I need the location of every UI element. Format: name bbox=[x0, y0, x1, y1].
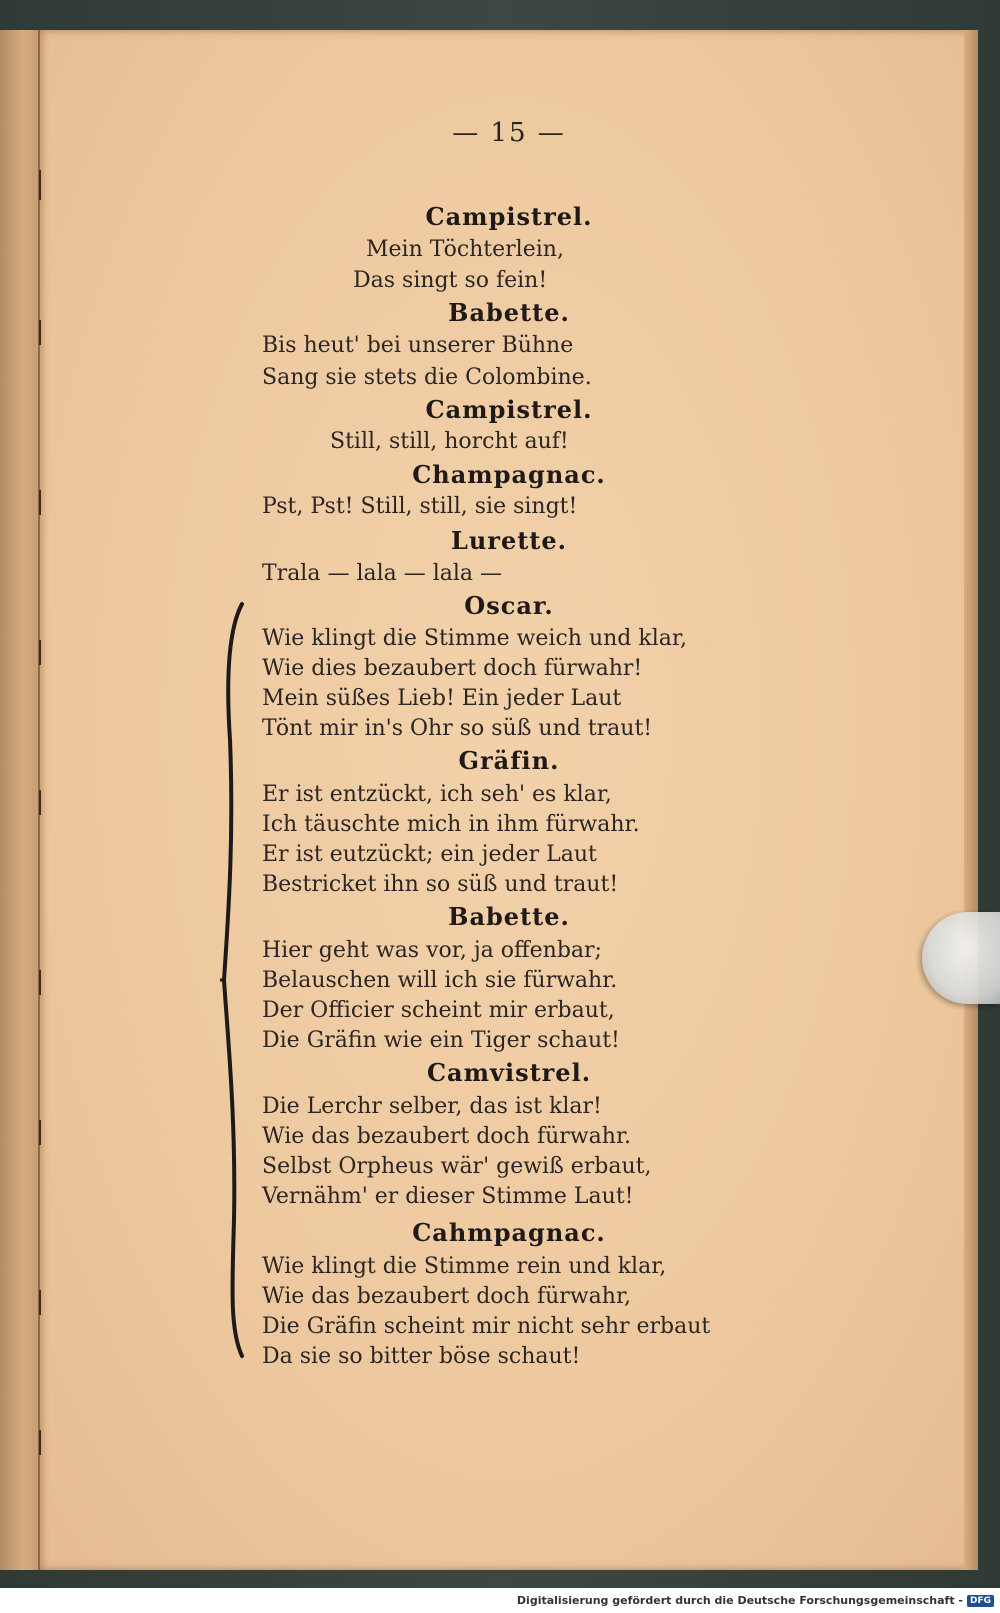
verse-line: Wie klingt die Stimme weich und klar, bbox=[262, 626, 687, 651]
verse-line: Wie das bezaubert doch fürwahr. bbox=[262, 1124, 632, 1149]
verse-line: Mein süßes Lieb! Ein jeder Laut bbox=[262, 686, 622, 711]
speaker-name: Campistrel. bbox=[425, 395, 593, 424]
book-page bbox=[40, 30, 978, 1570]
verse-line: Hier geht was vor, ja offenbar; bbox=[262, 938, 602, 963]
speaker-name: Babette. bbox=[448, 298, 570, 327]
verse-line: Da sie so bitter böse schaut! bbox=[262, 1344, 581, 1369]
verse-line: Still, still, horcht auf! bbox=[330, 429, 569, 454]
verse-line: Ich täuschte mich in ihm fürwahr. bbox=[262, 812, 640, 837]
verse-line: Sang sie stets die Colombine. bbox=[262, 365, 592, 390]
verse-line: Die Gräfin scheint mir nicht sehr erbaut bbox=[262, 1314, 711, 1339]
speaker-name: Babette. bbox=[448, 902, 570, 931]
verse-line: Vernähm' er dieser Stimme Laut! bbox=[262, 1184, 634, 1209]
verse-line: Selbst Orpheus wär' gewiß erbaut, bbox=[262, 1154, 652, 1179]
margin-brace-mark bbox=[220, 600, 250, 1360]
verse-line: Bestricket ihn so süß und traut! bbox=[262, 872, 619, 897]
speaker-name: Gräfin. bbox=[458, 746, 560, 775]
page-number: — 15 — bbox=[452, 118, 566, 148]
verse-line: Wie das bezaubert doch fürwahr, bbox=[262, 1284, 632, 1309]
verse-line: Trala — lala — lala — bbox=[262, 561, 503, 586]
verse-line: Er ist entzückt, ich seh' es klar, bbox=[262, 782, 612, 807]
binding-stitches bbox=[34, 170, 46, 1470]
speaker-name: Camvistrel. bbox=[426, 1058, 592, 1087]
verse-line: Bis heut' bei unserer Bühne bbox=[262, 333, 574, 358]
verse-line: Mein Töchterlein, bbox=[366, 237, 564, 262]
verse-line: Wie dies bezaubert doch fürwahr! bbox=[262, 656, 643, 681]
verse-line: Belauschen will ich sie fürwahr. bbox=[262, 968, 618, 993]
footer-bar bbox=[0, 1588, 1000, 1613]
verse-line: Pst, Pst! Still, still, sie singt! bbox=[262, 494, 578, 519]
verse-line: Wie klingt die Stimme rein und klar, bbox=[262, 1254, 667, 1279]
verse-line: Das singt so fein! bbox=[353, 268, 548, 293]
verse-line: Tönt mir in's Ohr so süß und traut! bbox=[262, 716, 653, 741]
footer-credit: Digitalisierung gefördert durch die Deutsche Forschungsgemeinschaft - bbox=[516, 1594, 963, 1607]
speaker-name: Lurette. bbox=[450, 526, 568, 555]
speaker-name: Cahmpagnac. bbox=[412, 1218, 606, 1247]
page-edge bbox=[964, 30, 978, 1570]
verse-line: Die Lerchr selber, das ist klar! bbox=[262, 1094, 602, 1119]
verse-line: Der Officier scheint mir erbaut, bbox=[262, 998, 615, 1023]
verse-line: Er ist eutzückt; ein jeder Laut bbox=[262, 842, 597, 867]
speaker-name: Champagnac. bbox=[412, 460, 606, 489]
speaker-name: Campistrel. bbox=[425, 202, 593, 231]
verse-line: Die Gräfin wie ein Tiger schaut! bbox=[262, 1028, 620, 1053]
dfg-logo-icon: DFG bbox=[967, 1595, 994, 1607]
speaker-name: Oscar. bbox=[464, 591, 554, 620]
